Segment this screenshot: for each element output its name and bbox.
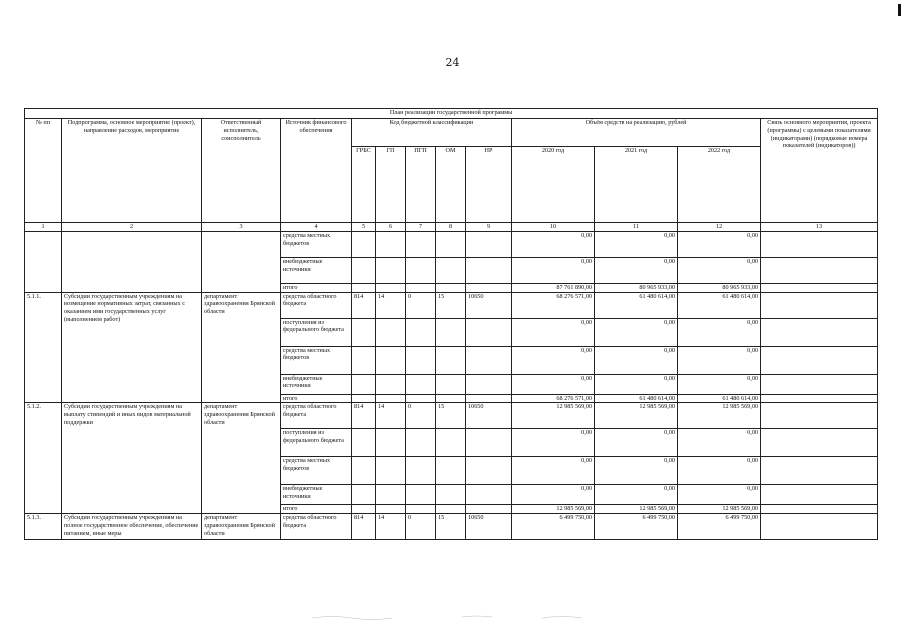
- col-number: 13: [761, 223, 878, 232]
- amount-cell: 0,00: [512, 429, 595, 457]
- amount-cell: 0,00: [678, 257, 761, 283]
- amount-cell: 6 499 750,00: [595, 514, 678, 540]
- code-cell: [436, 505, 466, 514]
- code-cell: [352, 429, 376, 457]
- code-cell: [406, 485, 436, 505]
- code-cell: [352, 283, 376, 292]
- code-cell: 0: [406, 403, 436, 429]
- amount-cell: 0,00: [595, 231, 678, 257]
- link-cell: [761, 374, 878, 394]
- table-row: [25, 514, 878, 540]
- code-cell: [406, 394, 436, 403]
- code-cell: 814: [352, 403, 376, 429]
- amount-cell: 0,00: [512, 457, 595, 485]
- code-cell: [352, 346, 376, 374]
- col-number: 11: [595, 223, 678, 232]
- code-cell: [436, 457, 466, 485]
- code-cell: 10650: [466, 403, 512, 429]
- code-cell: [436, 429, 466, 457]
- header-link: Связь основного мероприятия, проекта (программы) с целевыми показателями (индикаторами) (порядковые номера показателей (индикаторов)): [761, 119, 878, 223]
- item-responsible: департамент здравоохранения Брянской области: [202, 403, 281, 514]
- code-cell: [406, 429, 436, 457]
- table-row: [25, 403, 878, 429]
- code-cell: [466, 374, 512, 394]
- column-number-row: [25, 223, 878, 232]
- code-cell: [466, 394, 512, 403]
- code-cell: [376, 429, 406, 457]
- col-number: 4: [281, 223, 352, 232]
- amount-cell: 0,00: [512, 374, 595, 394]
- code-cell: [376, 394, 406, 403]
- code-cell: [352, 485, 376, 505]
- link-cell: [761, 257, 878, 283]
- header-year-2022: 2022 год: [678, 147, 761, 223]
- header-subprogram: Подпрограмма, основное мероприятие (проект), направление расходов, мероприятие: [62, 119, 202, 223]
- item-number: 5.1.3.: [25, 514, 62, 540]
- code-cell: [352, 505, 376, 514]
- code-cell: [466, 346, 512, 374]
- source-cell: средства местных бюджетов: [281, 346, 352, 374]
- code-cell: [466, 457, 512, 485]
- source-cell: средства местных бюджетов: [281, 231, 352, 257]
- code-cell: [376, 231, 406, 257]
- amount-cell: 0,00: [678, 457, 761, 485]
- header-year-2020: 2020 год: [512, 147, 595, 223]
- code-cell: [406, 257, 436, 283]
- amount-cell: 0,00: [512, 231, 595, 257]
- code-cell: [466, 318, 512, 346]
- header-pgp: ПГП: [406, 147, 436, 223]
- code-cell: [406, 505, 436, 514]
- source-cell: итого: [281, 505, 352, 514]
- code-cell: [436, 318, 466, 346]
- code-cell: [376, 374, 406, 394]
- col-number: 2: [62, 223, 202, 232]
- source-cell: внебюджетные источники: [281, 485, 352, 505]
- code-cell: [376, 346, 406, 374]
- amount-cell: 12 985 569,00: [595, 403, 678, 429]
- code-cell: [466, 231, 512, 257]
- carry-no-cell: [25, 231, 62, 292]
- amount-cell: 61 480 614,00: [595, 394, 678, 403]
- amount-cell: 0,00: [595, 318, 678, 346]
- amount-cell: 0,00: [678, 318, 761, 346]
- amount-cell: 12 985 569,00: [678, 505, 761, 514]
- source-cell: поступления из федерального бюджета: [281, 429, 352, 457]
- link-cell: [761, 283, 878, 292]
- col-number: 12: [678, 223, 761, 232]
- code-cell: [436, 346, 466, 374]
- code-cell: [406, 318, 436, 346]
- code-cell: [466, 485, 512, 505]
- header-responsible: Ответственный исполнитель, соисполнитель: [202, 119, 281, 223]
- amount-cell: 0,00: [512, 485, 595, 505]
- code-cell: 15: [436, 514, 466, 540]
- amount-cell: 0,00: [512, 257, 595, 283]
- code-cell: 10650: [466, 514, 512, 540]
- code-cell: [466, 283, 512, 292]
- code-cell: [376, 485, 406, 505]
- amount-cell: 0,00: [595, 429, 678, 457]
- code-cell: [376, 257, 406, 283]
- code-cell: [436, 394, 466, 403]
- carry-resp-cell: [202, 231, 281, 292]
- code-cell: [376, 505, 406, 514]
- amount-cell: 0,00: [595, 457, 678, 485]
- source-cell: итого: [281, 394, 352, 403]
- code-cell: 0: [406, 514, 436, 540]
- code-cell: [436, 283, 466, 292]
- item-number: 5.1.1.: [25, 292, 62, 403]
- source-cell: средства областного бюджета: [281, 514, 352, 540]
- item-responsible: департамент здравоохранения Брянской области: [202, 514, 281, 540]
- amount-cell: 6 499 750,00: [678, 514, 761, 540]
- link-cell: [761, 346, 878, 374]
- amount-cell: 12 985 569,00: [512, 505, 595, 514]
- link-cell: [761, 429, 878, 457]
- amount-cell: 68 276 571,00: [512, 292, 595, 318]
- link-cell: [761, 292, 878, 318]
- amount-cell: 87 761 890,00: [512, 283, 595, 292]
- amount-cell: 12 985 569,00: [595, 505, 678, 514]
- table-row: [25, 231, 878, 257]
- code-cell: [406, 346, 436, 374]
- code-cell: [352, 457, 376, 485]
- header-budget-code: Код бюджетной классификации: [352, 119, 512, 147]
- code-cell: 14: [376, 292, 406, 318]
- code-cell: 14: [376, 403, 406, 429]
- amount-cell: 0,00: [595, 257, 678, 283]
- amount-cell: 61 480 614,00: [678, 394, 761, 403]
- page-number: 24: [445, 56, 460, 69]
- code-cell: [466, 505, 512, 514]
- code-cell: 15: [436, 292, 466, 318]
- code-cell: [352, 394, 376, 403]
- code-cell: [436, 257, 466, 283]
- code-cell: [352, 374, 376, 394]
- amount-cell: 6 499 750,00: [512, 514, 595, 540]
- header-source: Источник финансового обеспечения: [281, 119, 352, 223]
- code-cell: [376, 457, 406, 485]
- amount-cell: 12 985 569,00: [678, 403, 761, 429]
- code-cell: [436, 231, 466, 257]
- code-cell: [376, 283, 406, 292]
- amount-cell: 80 965 933,00: [595, 283, 678, 292]
- link-cell: [761, 485, 878, 505]
- header-grbs: ГРБС: [352, 147, 376, 223]
- col-number: 8: [436, 223, 466, 232]
- amount-cell: 0,00: [512, 346, 595, 374]
- col-number: 7: [406, 223, 436, 232]
- scan-noise: [312, 612, 612, 622]
- code-cell: 10650: [466, 292, 512, 318]
- carry-name-cell: [62, 231, 202, 292]
- amount-cell: 61 480 614,00: [595, 292, 678, 318]
- col-number: 9: [466, 223, 512, 232]
- code-cell: [406, 231, 436, 257]
- link-cell: [761, 403, 878, 429]
- col-number: 10: [512, 223, 595, 232]
- item-name: Субсидии государственным учреждениям на выплату стипендий и иных видов материальной поддержки: [62, 403, 202, 514]
- code-cell: [352, 231, 376, 257]
- table-title: План реализации государственной программы: [25, 109, 878, 119]
- code-cell: 14: [376, 514, 406, 540]
- code-cell: [406, 283, 436, 292]
- source-cell: итого: [281, 283, 352, 292]
- link-cell: [761, 457, 878, 485]
- col-number: 3: [202, 223, 281, 232]
- col-number: 1: [25, 223, 62, 232]
- header-volume: Объём средств на реализацию, рублей: [512, 119, 761, 147]
- code-cell: [352, 318, 376, 346]
- amount-cell: 61 480 614,00: [678, 292, 761, 318]
- link-cell: [761, 505, 878, 514]
- code-cell: [466, 429, 512, 457]
- header-year-2021: 2021 год: [595, 147, 678, 223]
- code-cell: 15: [436, 403, 466, 429]
- source-cell: средства областного бюджета: [281, 403, 352, 429]
- item-name: Субсидии государственным учреждениям на полное государственное обеспечение, обеспечение питанием, иные меры: [62, 514, 202, 540]
- code-cell: 814: [352, 514, 376, 540]
- amount-cell: 12 985 569,00: [512, 403, 595, 429]
- header-om: ОМ: [436, 147, 466, 223]
- amount-cell: 0,00: [595, 346, 678, 374]
- link-cell: [761, 394, 878, 403]
- scan-edge-mark: [898, 4, 901, 16]
- code-cell: 0: [406, 292, 436, 318]
- code-cell: [376, 318, 406, 346]
- amount-cell: 0,00: [678, 485, 761, 505]
- code-cell: [466, 257, 512, 283]
- source-cell: средства областного бюджета: [281, 292, 352, 318]
- plan-table: [24, 108, 878, 540]
- link-cell: [761, 231, 878, 257]
- header-gp: ГП: [376, 147, 406, 223]
- code-cell: [406, 374, 436, 394]
- code-cell: [436, 374, 466, 394]
- code-cell: 814: [352, 292, 376, 318]
- col-number: 6: [376, 223, 406, 232]
- link-cell: [761, 514, 878, 540]
- link-cell: [761, 318, 878, 346]
- amount-cell: 0,00: [678, 429, 761, 457]
- code-cell: [352, 257, 376, 283]
- amount-cell: 0,00: [678, 374, 761, 394]
- source-cell: средства местных бюджетов: [281, 457, 352, 485]
- header-no: № пп: [25, 119, 62, 223]
- col-number: 5: [352, 223, 376, 232]
- amount-cell: 0,00: [595, 374, 678, 394]
- source-cell: внебюджетные источники: [281, 257, 352, 283]
- item-name: Субсидии государственным учреждениям на возмещение нормативных затрат, связанных с оказанием ими государственных услуг (выполнением работ): [62, 292, 202, 403]
- amount-cell: 80 965 933,00: [678, 283, 761, 292]
- amount-cell: 0,00: [512, 318, 595, 346]
- amount-cell: 0,00: [595, 485, 678, 505]
- table-row: [25, 292, 878, 318]
- source-cell: поступления из федерального бюджета: [281, 318, 352, 346]
- source-cell: внебюджетные источники: [281, 374, 352, 394]
- amount-cell: 0,00: [678, 231, 761, 257]
- amount-cell: 0,00: [678, 346, 761, 374]
- item-number: 5.1.2.: [25, 403, 62, 514]
- header-nr: НР: [466, 147, 512, 223]
- code-cell: [436, 485, 466, 505]
- code-cell: [406, 457, 436, 485]
- amount-cell: 68 276 571,00: [512, 394, 595, 403]
- item-responsible: департамент здравоохранения Брянской области: [202, 292, 281, 403]
